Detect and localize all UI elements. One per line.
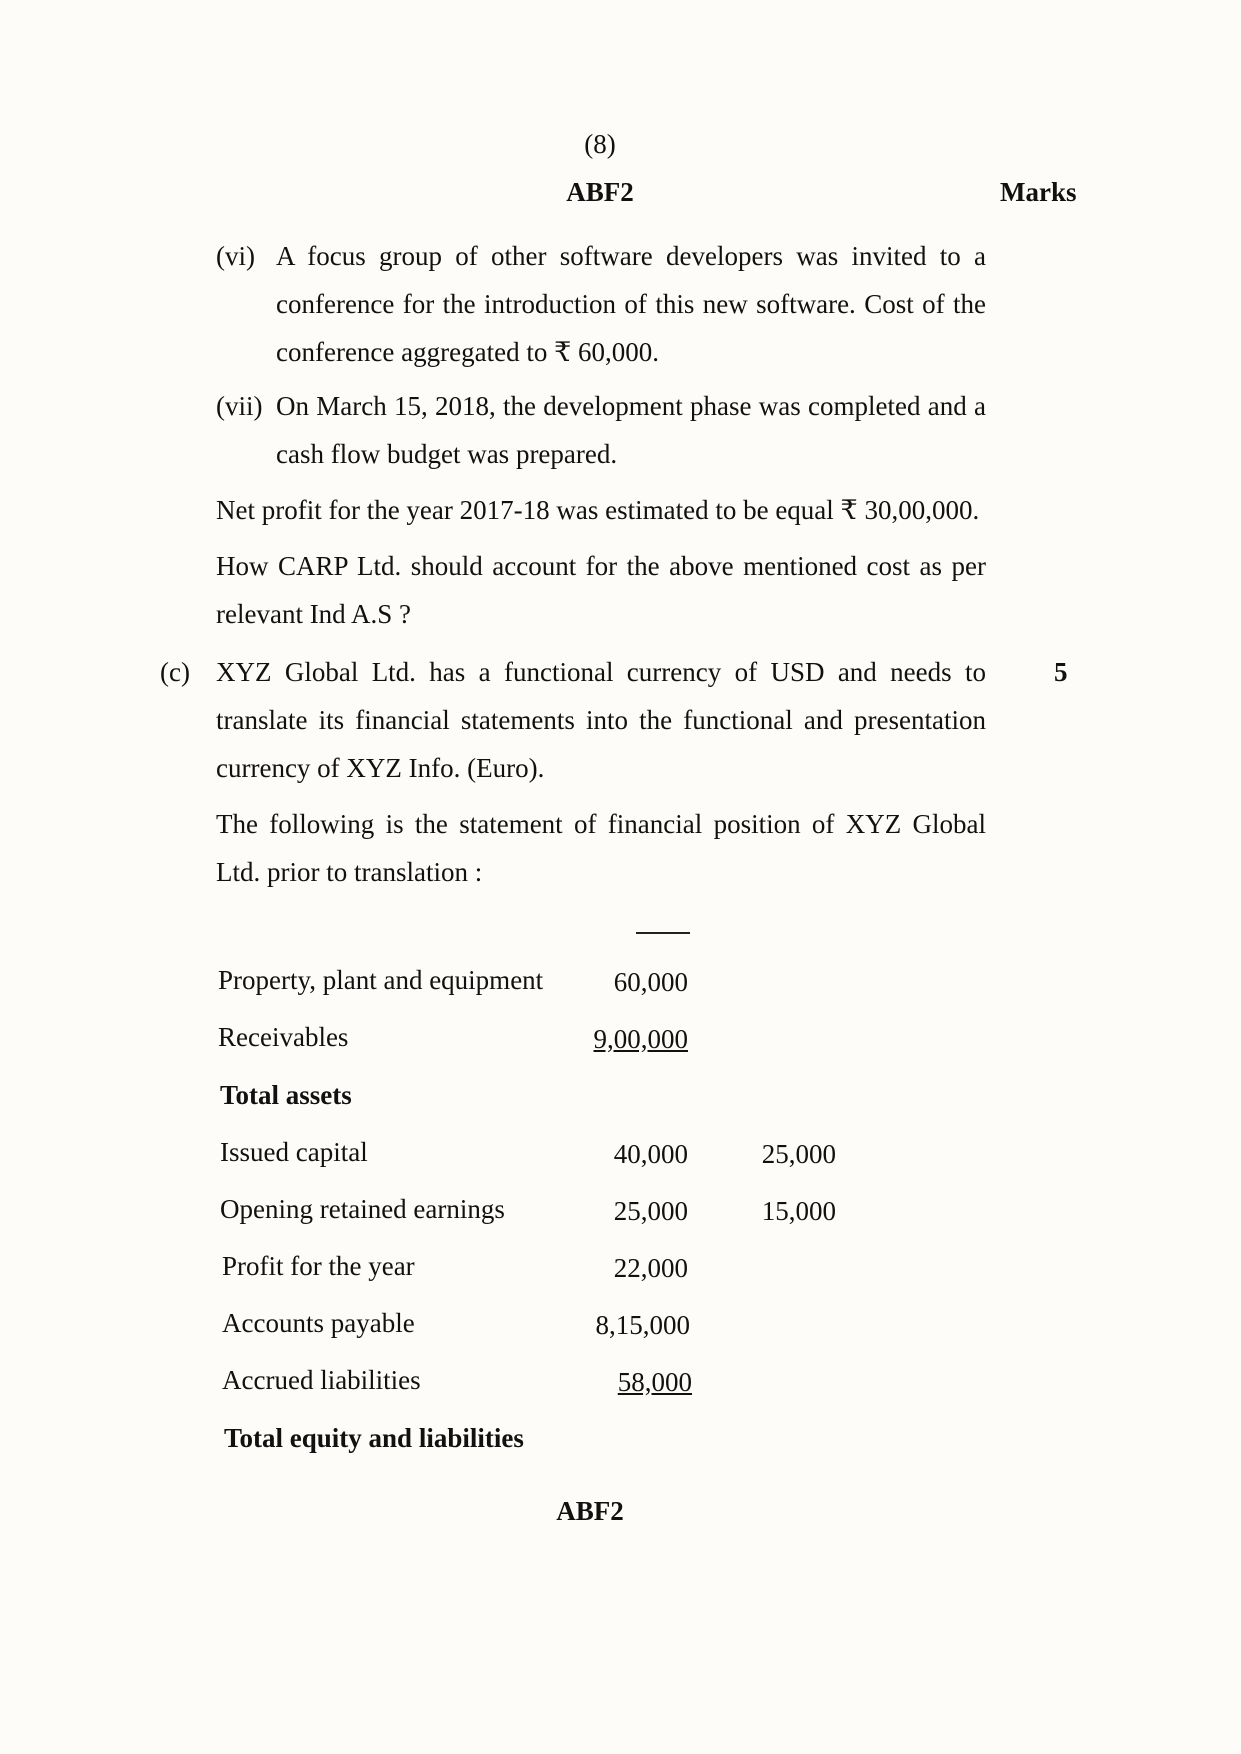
paper-code-header: ABF2 — [566, 177, 634, 207]
row-issued-capital-col1: 40,000 — [613, 1139, 688, 1169]
row-accounts-payable-col1: 8,15,000 — [595, 1310, 690, 1340]
part-c-text: XYZ Global Ltd. has a functional currency of USD and needs to translate its financial statements into the functional and presentation currency of XYZ Info. (Euro). — [216, 657, 986, 783]
part-c-label: (c) — [160, 657, 190, 687]
row-ppe-label: Property, plant and equipment — [218, 965, 544, 995]
item-vii-text: On March 15, 2018, the development phase was completed and a cash flow budget was prepared. — [276, 391, 986, 469]
item-vii-label: (vii) — [216, 391, 263, 421]
row-opening-re-label: Opening retained earnings — [220, 1194, 505, 1224]
marks-label: Marks — [1000, 177, 1077, 207]
row-opening-re-col2: 15,000 — [761, 1196, 836, 1226]
item-vi-text: A focus group of other software developers was invited to a conference for the introduction of this new software. Cost of the conference aggregated to ₹ 60,000. — [276, 241, 986, 367]
item-vi-label: (vi) — [216, 241, 255, 271]
row-issued-capital-col2: 25,000 — [761, 1139, 836, 1169]
row-profit-col1: 22,000 — [613, 1253, 688, 1283]
row-profit-label: Profit for the year — [222, 1251, 415, 1281]
row-issued-capital-label: Issued capital — [220, 1137, 368, 1167]
row-opening-re-col1: 25,000 — [613, 1196, 688, 1226]
row-total-equity-liabilities-label: Total equity and liabilities — [224, 1423, 524, 1453]
page-number: (8) — [584, 129, 616, 159]
row-receivables-label: Receivables — [218, 1022, 349, 1052]
row-accrued-liabilities-col1: 58,000 — [617, 1367, 692, 1397]
row-receivables-col1: 9,00,000 — [593, 1024, 688, 1054]
row-total-assets-label: Total assets — [220, 1080, 352, 1110]
paper-code-footer: ABF2 — [556, 1496, 624, 1526]
net-profit-text: Net profit for the year 2017-18 was estimated to be equal ₹ 30,00,000. — [216, 495, 980, 525]
table-header-rule — [636, 932, 690, 934]
table-intro-text: The following is the statement of financial position of XYZ Global Ltd. prior to translation : — [216, 809, 986, 887]
question-text: How CARP Ltd. should account for the above mentioned cost as per relevant Ind A.S ? — [216, 551, 986, 629]
row-accrued-liabilities-label: Accrued liabilities — [222, 1365, 421, 1395]
part-c-marks: 5 — [1054, 657, 1068, 687]
row-accounts-payable-label: Accounts payable — [222, 1308, 415, 1338]
row-ppe-col1: 60,000 — [613, 967, 688, 997]
